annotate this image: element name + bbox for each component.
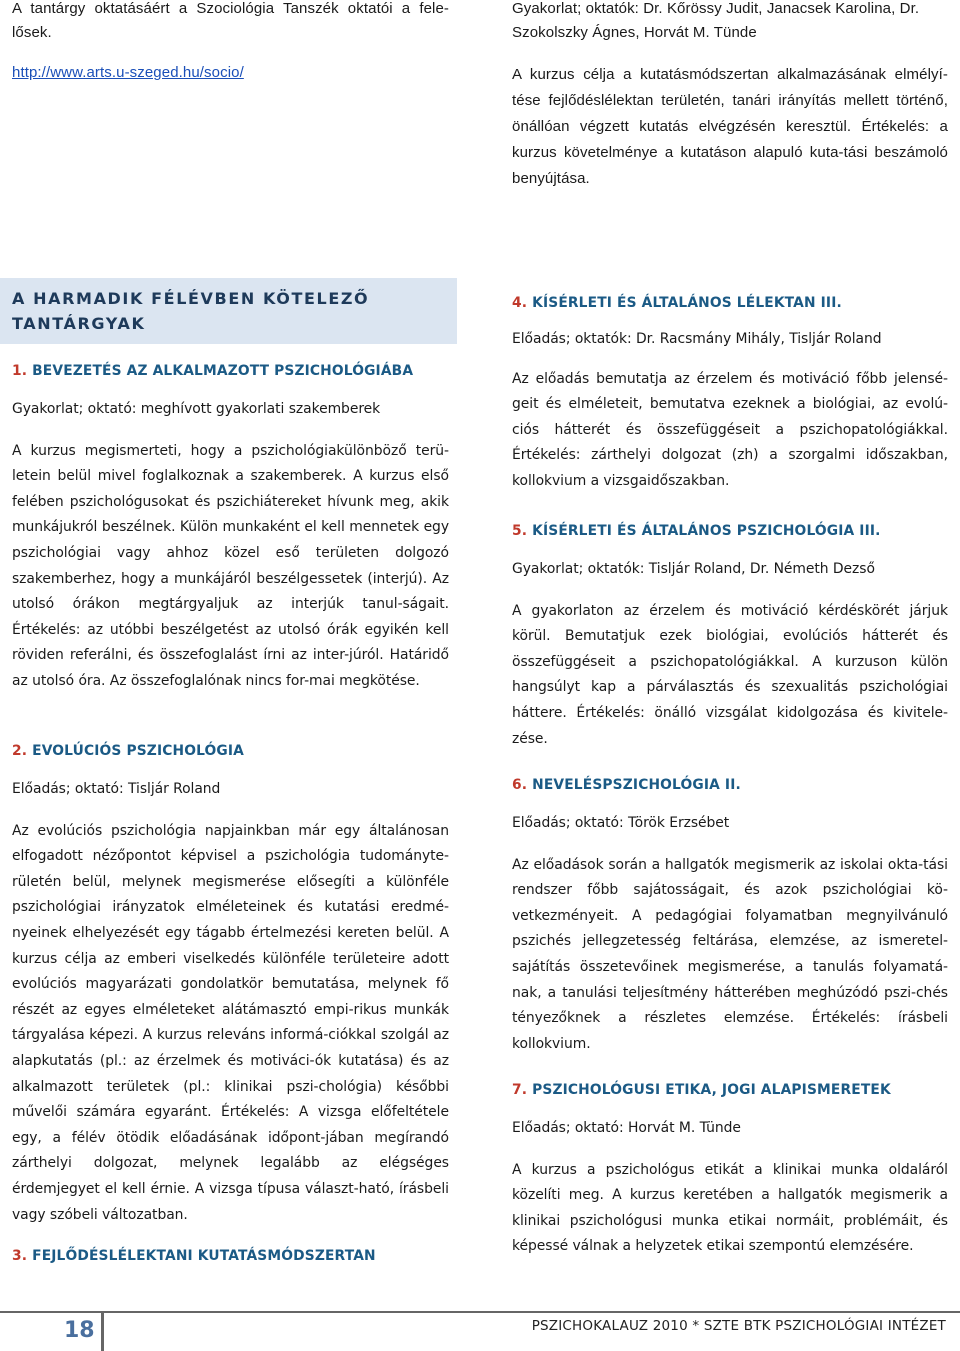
department-link[interactable]: http://www.arts.u-szeged.hu/socio/ (12, 64, 244, 81)
course-heading (12, 743, 449, 759)
course-number: 3. (12, 1248, 28, 1264)
course-4 (512, 295, 948, 495)
course-description: Az előadás bemutatja az érzelem és motiváció főbb jelensé-geit és elméleteit, bemutatva ezeknek a biológiai, az evolú-ciós hátterét és összefüggéseit a pszichopatológiákkal. Értékelés: zárthelyi dolgozat (zh) a szorgalmi időszakban, kollokvium a vizsgaidőszakban. (512, 370, 948, 489)
course-title: KÍSÉRLETI ÉS ÁLTALÁNOS PSZICHOLÓGIA III. (532, 523, 881, 539)
course-teacher: Előadás; oktató: Horvát M. Tünde (512, 1120, 741, 1136)
course-teacher: Előadás; oktató: Tisljár Roland (12, 781, 221, 797)
course-description: A kurzus megismerteti, hogy a pszichológiakülönböző terü-letein belül mivel foglalkoznak a szakemberek. A kurzus első felében pszichológusokat és pszichiátereket hívunk meg, akik munkájukról beszélnek. Külön munkaként el kell mennetek egy pszichológiai vagy ahhoz közel eső területen dolgozó szakemberhez, hogy a munkájáról beszélgessetek (interjú). Az utolsó órákon megtárgyaljuk az interjúk tanul-ságait. Értékelés: az utóbbi beszélgetést az utolsó órák egyikén kell röviden referálni, és összefoglalást írni az inter-júról. Határidő az utolsó óra. Az összefoglalónak nincs for-mai megkötése. (12, 442, 449, 689)
course-1 (12, 363, 449, 695)
course-description: A gyakorlaton az érzelem és motiváció kérdéskörét járjuk körül. Bemutatjuk ezek biológiai, evolúciós hátterét és összefüggéseit a pszichopatológiákkal. A kurzuson külön hangsúlyt kap a párválasztás és szexualitás pszichológiai háttere. Értékelés: önálló vizsgálat kidolgozása és kivitele-zése. (512, 602, 948, 747)
course-heading (12, 1248, 449, 1264)
course-teacher: Előadás; oktatók: Dr. Racsmány Mihály, Tisljár Roland (512, 331, 882, 347)
course-teacher: Gyakorlat; oktató: meghívott gyakorlati szakemberek (12, 401, 381, 417)
responsibility-text: A tantárgy oktatásáért a Szociológia Tanszék oktatói a fele-lősek. (12, 0, 449, 41)
course-6 (512, 777, 948, 1057)
course-teacher: Gyakorlat; oktatók: Tisljár Roland, Dr. Németh Dezső (512, 561, 875, 577)
course-title: FEJLŐDÉSLÉLEKTANI KUTATÁSMÓDSZERTAN (32, 1248, 376, 1264)
course-number: 1. (12, 363, 28, 379)
course-5 (512, 523, 948, 752)
course-title: PSZICHOLÓGUSI ETIKA, JOGI ALAPISMERETEK (532, 1082, 891, 1098)
course-number: 5. (512, 523, 528, 539)
course-heading (512, 523, 948, 539)
course-heading (512, 1082, 948, 1098)
course-teacher: Előadás; oktató: Török Erzsébet (512, 815, 730, 831)
course-7 (512, 1082, 948, 1260)
course-2 (12, 743, 449, 1228)
course-heading (512, 295, 948, 311)
course-number: 2. (12, 743, 28, 759)
course-3 (12, 1248, 449, 1264)
course-description: Az előadások során a hallgatók megismerik az iskolai okta-tási rendszer főbb sajátosságait, és azok pszichológiai kö-vetkezményeit. A pedagógiai folyamatban megnyilvánuló pszichés jellegzetesség feltárása, elemzése, az ismeretel-sajátítás összetevőinek megismerése, a tanulás folyamatá-nak, a tanulási teljesítmény hátterében meghúzódó pszi-chés tényezőknek a részletes elemzése. Értékelés: írásbeli kollokvium. (512, 856, 948, 1052)
course-heading (512, 777, 948, 793)
page-number: 18 (64, 1318, 95, 1343)
course-teachers-top: Gyakorlat; oktatók: Dr. Kőrössy Judit, Janacsek Karolina, Dr. Szokolszky Ágnes, Horvát M. Tünde (512, 0, 920, 41)
course-title: KÍSÉRLETI ÉS ÁLTALÁNOS LÉLEKTAN III. (532, 295, 842, 311)
course-heading (12, 363, 449, 379)
course-desc-top: A kurzus célja a kutatásmódszertan alkalmazásának elmélyí-tése fejlődéslélektan területén, tanári irányítás mellett történő, önállóan végzett kutatás elvégzésén keresztül. Értékelés: a kurzus követelménye a kutatáson alapuló kuta-tási beszámoló benyújtása. (512, 66, 948, 187)
course-number: 4. (512, 295, 528, 311)
course-description: A kurzus a pszichológus etikát a klinikai munka oldaláról közelíti meg. A kurzus keretében a hallgatók megismerik a klinikai pszichológusi munka etikai normáit, problémáit, és képessé válnak a helyzetek etikai szempontú elemzésére. (512, 1161, 948, 1255)
course-description: Az evolúciós pszichológia napjainkban már egy általánosan elfogadott nézőpontot képvisel a pszichológia tudományte-rületén belül, melynek megismerése elősegíti a különféle pszichológiai irányzatok elméleteinek és kutatási eredmé-nyeinek elhelyezését egy tágabb értelmezési kereten belül. A kurzus célja az emberi viselkedés különféle területeire adott evolúciós magyarázati gondolatkör bemutatása, melynek fő részét az egyes elméleteket alátámasztó empi-rikus munkák tárgyalása képezi. A kurzus releváns informá-ciókkal szolgál az alapkutatás (pl.: az érzelmek és motiváci-ók kutatása) és az alkalmazott területek (pl.: klinikai pszi-chológia) későbbi művelői számára egyaránt. Értékelés: A vizsga előfeltétele egy, a félév ötödik előadásának időpont-jában megírandó zárthelyi dolgozat, melynek legalább az elégséges érdemjegyet el kell érnie. A vizsga típusa választ-ható, írásbeli vagy szóbeli változatban. (12, 822, 449, 1223)
footer-divider (0, 1311, 960, 1313)
section-title: A HARMADIK FÉLÉVBEN KÖTELEZŐ TANTÁRGYAK (12, 289, 370, 333)
page-number-divider (101, 1313, 104, 1351)
footer-text: PSZICHOKALAUZ 2010 * SZTE BTK PSZICHOLÓGIAI INTÉZET (531, 1318, 946, 1334)
course-number: 7. (512, 1082, 528, 1098)
course-title: BEVEZETÉS AZ ALKALMAZOTT PSZICHOLÓGIÁBA (32, 363, 414, 379)
course-title: NEVELÉSPSZICHOLÓGIA II. (532, 777, 741, 793)
course-title: EVOLÚCIÓS PSZICHOLÓGIA (32, 743, 244, 759)
course-number: 6. (512, 777, 528, 793)
